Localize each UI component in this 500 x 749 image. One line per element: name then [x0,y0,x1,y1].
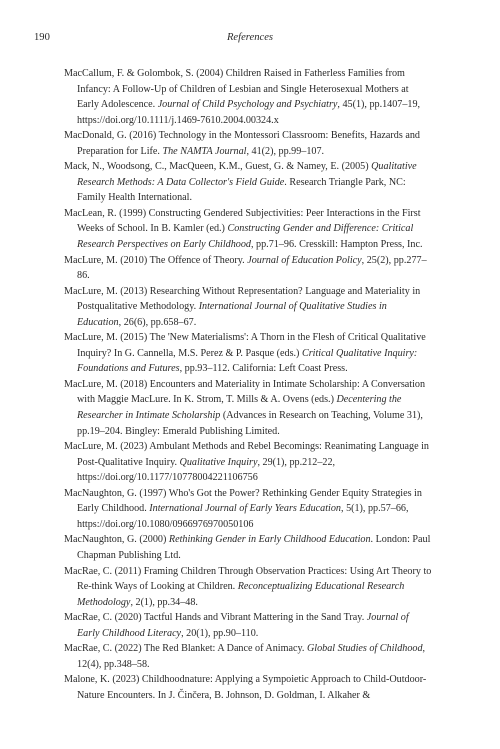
reference-entry [64,206,432,253]
reference-entry [64,486,432,533]
reference-details: , 5(1), pp.57–66, https://doi.org/10.1080/0966976970050106 [77,503,409,530]
reference-details: . London: Paul Chapman Publishing Ltd. [77,534,431,561]
reference-source-title: The NAMTA Journal [162,145,247,157]
reference-text: MacLure, M. (2013) Researching Without Representation? Language and Materiality in Postqualitative Methodology. [64,285,421,313]
reference-text: MacRae, C. (2020) Tactful Hands and Vibrant Mattering in the Sand Tray. [64,612,367,624]
reference-text: MacNaughton, G. (1997) Who's Got the Power? Rethinking Gender Equity Strategies in Early Childhood. [64,487,422,515]
reference-details: , 41(2), pp.99–107. [246,145,325,157]
reference-text: Mack, N., Woodsong, C., MacQueen, K.M., Guest, G. & Namey, E. (2005) [64,161,372,173]
reference-details: . Research Triangle Park, NC: Family Health International. [77,176,406,204]
reference-source-title: Qualitative Research Methods: A Data Collector's Field Guide [77,161,417,188]
reference-details: , 26(6), pp.658–67. [118,316,197,328]
reference-source-title: Rethinking Gender in Early Childhood Education [168,534,371,546]
reference-source-title: Reconceptualizing Educational Research Methodology [77,581,405,608]
reference-text: MacLure, M. (2010) The Offence of Theory. [64,254,248,266]
reference-details: , 29(1), pp.212–22, https://doi.org/10.1177/10778004221106756 [77,456,336,484]
reference-details: , pp.71–96. Cresskill: Hampton Press, Inc. [250,239,423,251]
reference-details: , 2(1), pp.34–48. [130,596,198,608]
reference-source-title: Constructing Gender and Difference: Critical Research Perspectives on Early Childhood [77,223,414,251]
reference-details: , 45(1), pp.1407–19, https://doi.org/10.1111/j.1469-7610.2004.00324.x [77,99,421,126]
reference-source-title: Qualitative Inquiry [179,456,258,468]
reference-entry [64,641,432,672]
reference-entry [64,128,432,159]
reference-entry [64,330,432,377]
reference-list [64,66,432,703]
reference-source-title: Journal of Education Policy [247,254,362,266]
reference-text: MacRae, C. (2011) Framing Children Through Observation Practices: Using Art Theory to Re-think Ways of Looking at Children. [64,565,432,593]
reference-entry [64,159,432,206]
reference-entry [64,672,432,703]
reference-entry [64,439,432,486]
reference-text: MacLean, R. (1999) Constructing Gendered Subjectivities: Peer Interactions in the First Weeks of School. In B. Kamler (ed.) [64,207,421,235]
reference-entry [64,610,432,641]
reference-text: Malone, K. (2023) Childhoodnature: Applying a Sympoietic Approach to Child-Outdoor-Nature Encounters. In J. Činčera, B. Johnson, D. Goldman, I. Alkaher & [64,674,427,701]
reference-details: , pp.93–112. California: Left Coast Press. [179,363,348,375]
reference-text: MacRae, C. (2022) The Red Blanket: A Dance of Animacy. [64,643,307,655]
reference-text: MacLure, M. (2018) Encounters and Materiality in Intimate Scholarship: A Conversation with Maggie MacLure. In K. Strom, T. Mills & A. Ovens (eds.) [64,378,426,406]
reference-entry [64,66,432,128]
reference-source-title: Decentering the Researcher in Intimate Scholarship [77,394,402,422]
reference-details: , 12(4), pp.348–58. [77,643,426,670]
reference-entry [64,284,432,331]
reference-entry [64,564,432,611]
reference-source-title: Journal of Early Childhood Literacy [77,612,409,639]
page-number: 190 [34,32,50,43]
reference-details: , 20(1), pp.90–110. [181,627,259,639]
reference-source-title: Global Studies of Childhood [306,643,423,655]
reference-text: MacCallum, F. & Golombok, S. (2004) Children Raised in Fatherless Families from Infancy: A Follow-Up of Children of Lesbian and Single Heterosexual Mothers at Early Adolescence. [64,68,409,111]
reference-details: (Advances in Research on Teaching, Volume 31), pp.19–204. Bingley: Emerald Publishing Limited. [77,410,423,437]
reference-source-title: Critical Qualitative Inquiry: Foundations and Futures [77,347,418,375]
reference-source-title: Journal of Child Psychology and Psychiatry [157,99,338,111]
reference-text: MacLure, M. (2015) The 'New Materialisms': A Thorn in the Flesh of Critical Qualitative Inquiry? In G. Cannella, M.S. Perez & P. Pasque (eds.) [64,332,426,359]
reference-entry [64,253,432,284]
page-header [34,32,466,48]
reference-source-title: International Journal of Qualitative Studies in Education [77,301,387,328]
reference-text: MacLure, M. (2023) Ambulant Methods and Rebel Becomings: Reanimating Language in Post-Qualitative Inquiry. [64,441,429,468]
reference-text: MacDonald, G. (2016) Technology in the Montessori Classroom: Benefits, Hazards and Preparation for Life. [64,130,420,157]
running-head: References [226,32,274,43]
reference-source-title: International Journal of Early Years Education [149,503,341,515]
reference-entry [64,377,432,439]
reference-details: , 25(2), pp.277–86. [77,254,427,282]
reference-entry [64,532,432,563]
reference-text: MacNaughton, G. (2000) [64,534,169,546]
